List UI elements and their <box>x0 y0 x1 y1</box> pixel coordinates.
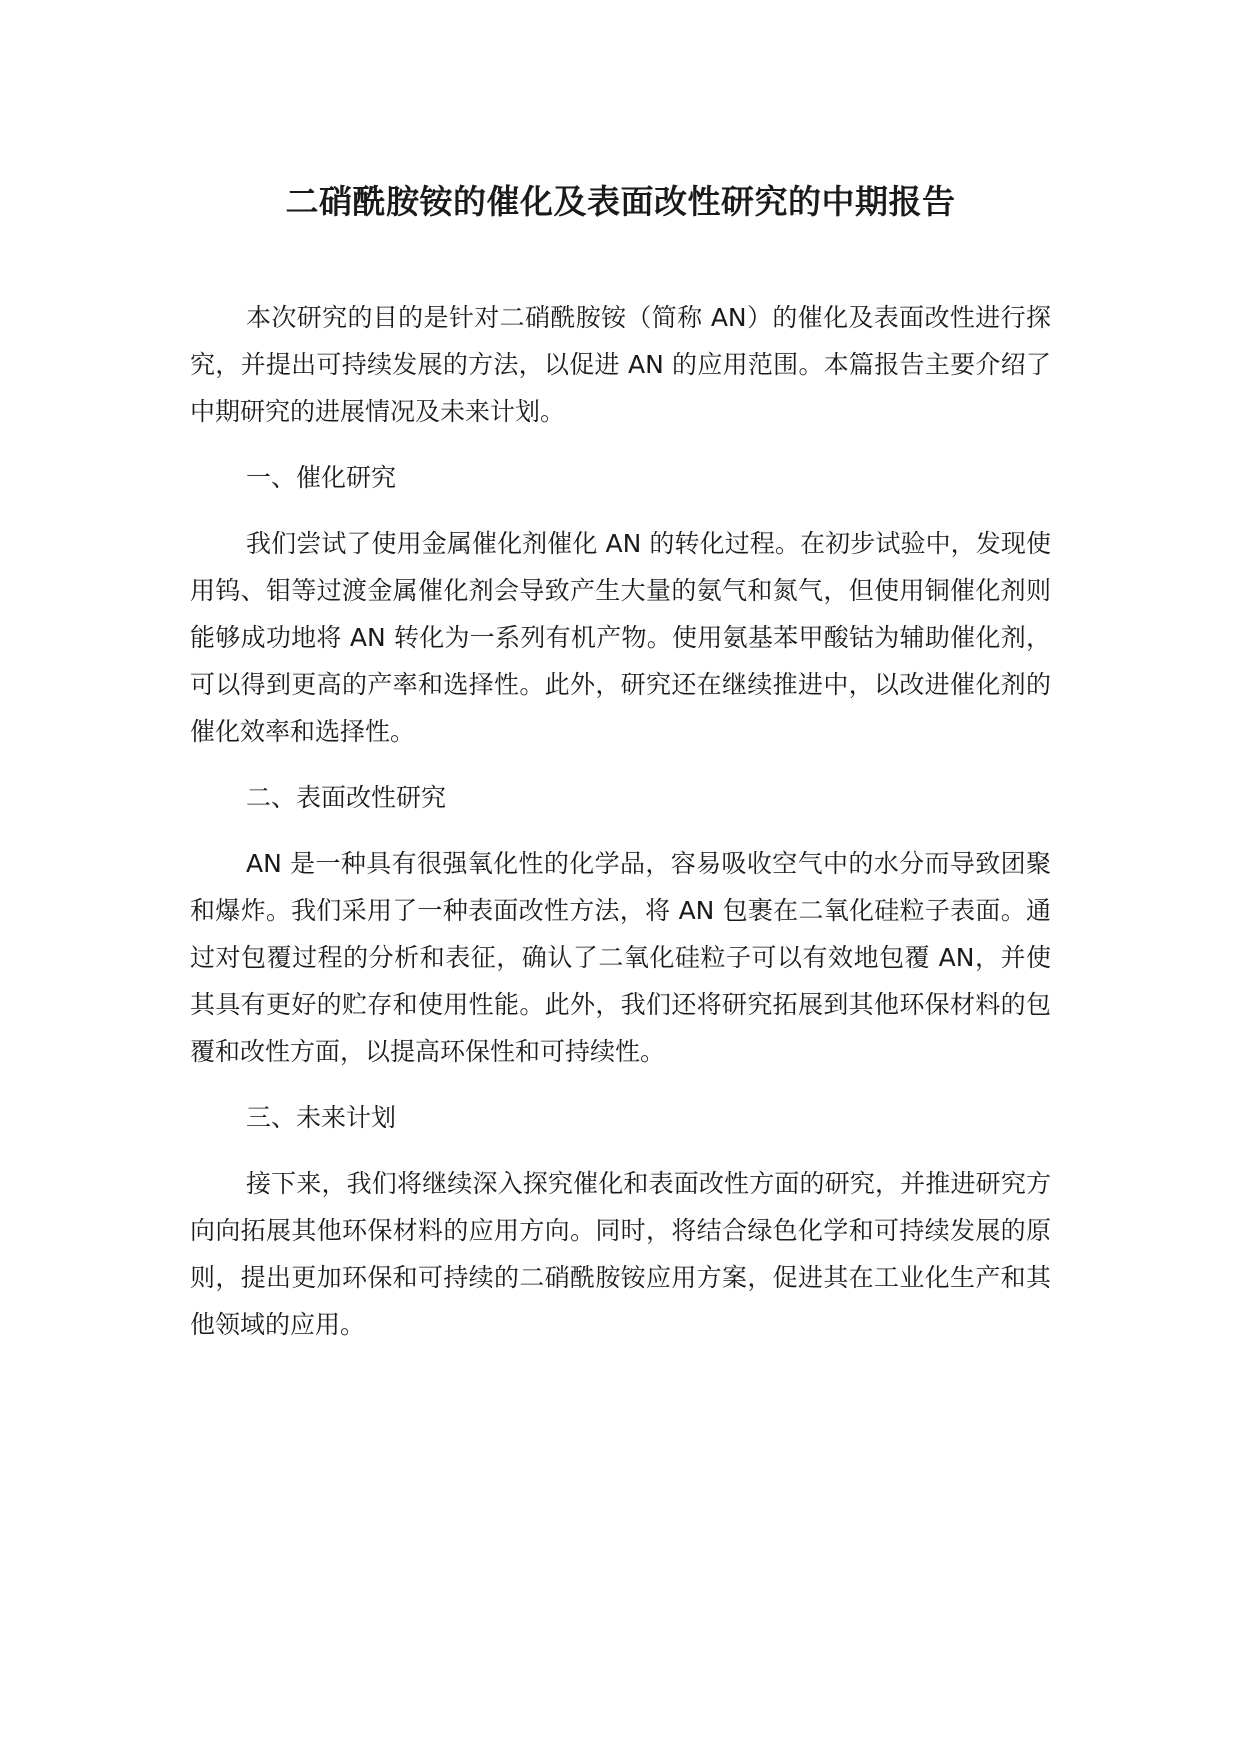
document-body <box>190 294 1051 1367</box>
intro-paragraph: 本次研究的目的是针对二硝酰胺铵（简称 AN）的催化及表面改性进行探究，并提出可持续发展的方法，以促进 AN 的应用范围。本篇报告主要介绍了中期研究的进展情况及未来计划。 <box>190 303 1051 426</box>
section-heading-catalysis: 一、催化研究 <box>246 463 397 492</box>
section-paragraph-surface-modification: AN 是一种具有很强氧化性的化学品，容易吸收空气中的水分而导致团聚和爆炸。我们采用了一种表面改性方法，将 AN 包裹在二氧化硅粒子表面。通过对包覆过程的分析和表征，确认了二氧化硅粒子可以有效地包覆 AN，并使其具有更好的贮存和使用性能。此外，我们还将研究拓展到其他环保材料的包覆和改性方面，以提高环保性和可持续性。 <box>190 849 1051 1066</box>
document-title: 二硝酰胺铵的催化及表面改性研究的中期报告 <box>285 182 956 221</box>
section-heading-future-plan: 三、未来计划 <box>246 1103 397 1132</box>
section-paragraph-catalysis: 我们尝试了使用金属催化剂催化 AN 的转化过程。在初步试验中，发现使用钨、钼等过渡金属催化剂会导致产生大量的氨气和氮气，但使用铜催化剂则能够成功地将 AN 转化为一系列有机产物。使用氨基苯甲酸钴为辅助催化剂，可以得到更高的产率和选择性。此外，研究还在继续推进中，以改进催化剂的催化效率和选择性。 <box>190 529 1051 746</box>
section-paragraph-future-plan: 接下来，我们将继续深入探究催化和表面改性方面的研究，并推进研究方向向拓展其他环保材料的应用方向。同时，将结合绿色化学和可持续发展的原则，提出更加环保和可持续的二硝酰胺铵应用方案，促进其在工业化生产和其他领域的应用。 <box>190 1169 1051 1339</box>
section-heading-surface-modification: 二、表面改性研究 <box>246 783 447 812</box>
